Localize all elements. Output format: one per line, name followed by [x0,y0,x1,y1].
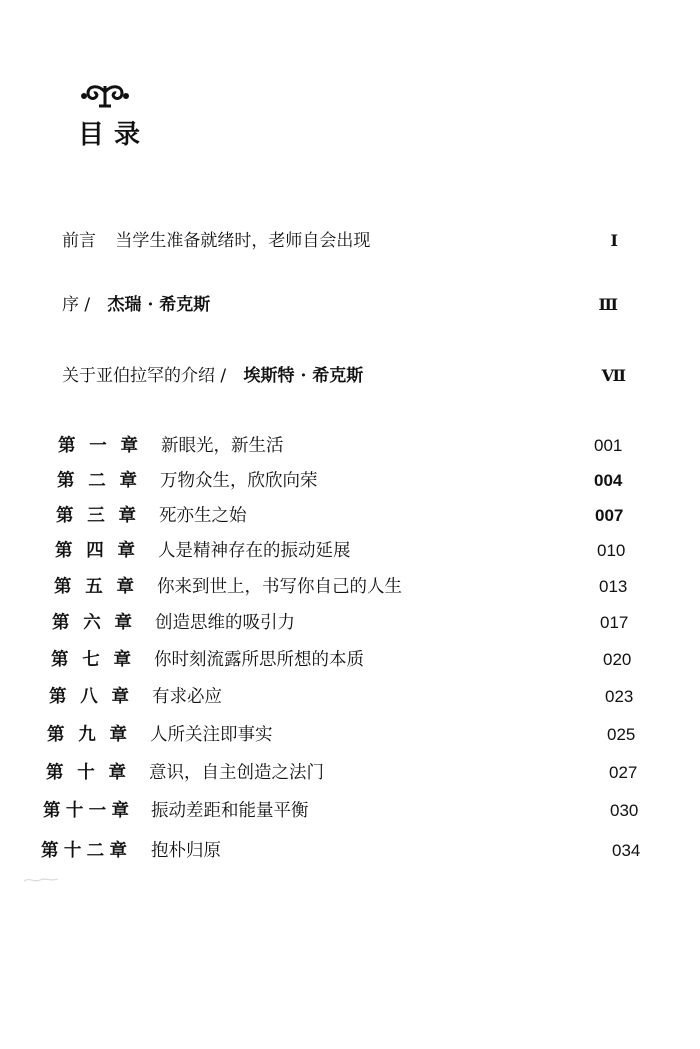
chapter-title: 你来到世上，书写你自己的人生 [157,577,402,597]
toc-chapter-5[interactable] [54,572,639,602]
chapter-page-number: 017 [600,613,629,632]
chapter-number: 第十二章 [41,841,127,861]
fleuron-ornament-icon [80,82,130,108]
entry-label: 关于亚伯拉罕的介绍 / [62,366,227,386]
chapter-number: 第三章 [56,506,136,526]
entry-page-number: Ⅶ [601,366,626,385]
entry-author: 埃斯特 · 希克斯 [243,366,364,386]
page-title: 目录 [78,120,151,150]
toc-chapter-6[interactable] [52,608,642,638]
scan-smudge-mark [22,873,62,887]
chapter-number: 第二章 [57,471,137,491]
toc-chapter-1[interactable] [58,431,633,461]
chapter-number: 第六章 [52,613,132,633]
chapter-page-number: 030 [610,801,639,820]
chapter-page-number: 027 [609,763,638,782]
chapter-page-number: 010 [597,541,626,560]
entry-label: 序 / [62,295,91,315]
chapter-page-number: 020 [603,650,632,669]
chapter-number: 第一章 [58,436,138,456]
toc-chapter-3[interactable] [56,501,631,531]
chapter-title: 人所关注即事实 [150,725,273,745]
toc-chapter-11[interactable] [43,796,658,826]
chapter-page-number: 023 [605,687,634,706]
chapter-title: 死亦生之始 [159,506,247,526]
entry-label: 前言 [62,231,96,251]
chapter-title: 你时刻流露所思所想的本质 [154,650,364,670]
toc-chapter-10[interactable] [46,758,656,788]
entry-author: 杰瑞 · 希克斯 [107,295,211,315]
chapter-title: 振动差距和能量平衡 [151,801,309,821]
chapter-page-number: 025 [607,725,636,744]
toc-entry-introduction[interactable] [62,361,626,391]
chapter-title: 有求必应 [152,687,222,707]
toc-entry-preface[interactable] [62,226,620,256]
entry-page-number: Ⅲ [598,295,618,314]
chapter-title: 创造思维的吸引力 [155,613,295,633]
chapter-number: 第十章 [46,763,126,783]
toc-chapter-2[interactable] [57,466,632,496]
chapter-number: 第十一章 [43,801,129,821]
toc-chapter-12[interactable] [41,836,661,866]
chapter-number: 第八章 [49,687,129,707]
toc-chapter-8[interactable] [49,682,649,712]
entry-title: 当学生准备就绪时，老师自会出现 [115,231,371,251]
chapter-title: 人是精神存在的振动延展 [158,541,351,561]
toc-entry-foreword[interactable] [62,290,620,320]
chapter-page-number: 034 [612,841,641,860]
chapter-title: 新眼光，新生活 [161,436,284,456]
chapter-number: 第四章 [55,541,135,561]
chapter-number: 第七章 [51,650,131,670]
entry-page-number: I [610,231,618,250]
toc-chapter-7[interactable] [51,645,646,675]
chapter-title: 抱朴归原 [151,841,221,861]
chapter-page-number: 004 [594,471,623,490]
toc-chapter-9[interactable] [47,720,652,750]
chapter-page-number: 007 [595,506,624,525]
chapter-number: 第五章 [54,577,134,597]
chapter-page-number: 013 [599,577,628,596]
chapter-page-number: 001 [594,436,623,455]
chapter-number: 第九章 [47,725,127,745]
chapter-title: 万物众生，欣欣向荣 [160,471,318,491]
toc-chapter-4[interactable] [55,536,635,566]
chapter-title: 意识，自主创造之法门 [149,763,324,783]
